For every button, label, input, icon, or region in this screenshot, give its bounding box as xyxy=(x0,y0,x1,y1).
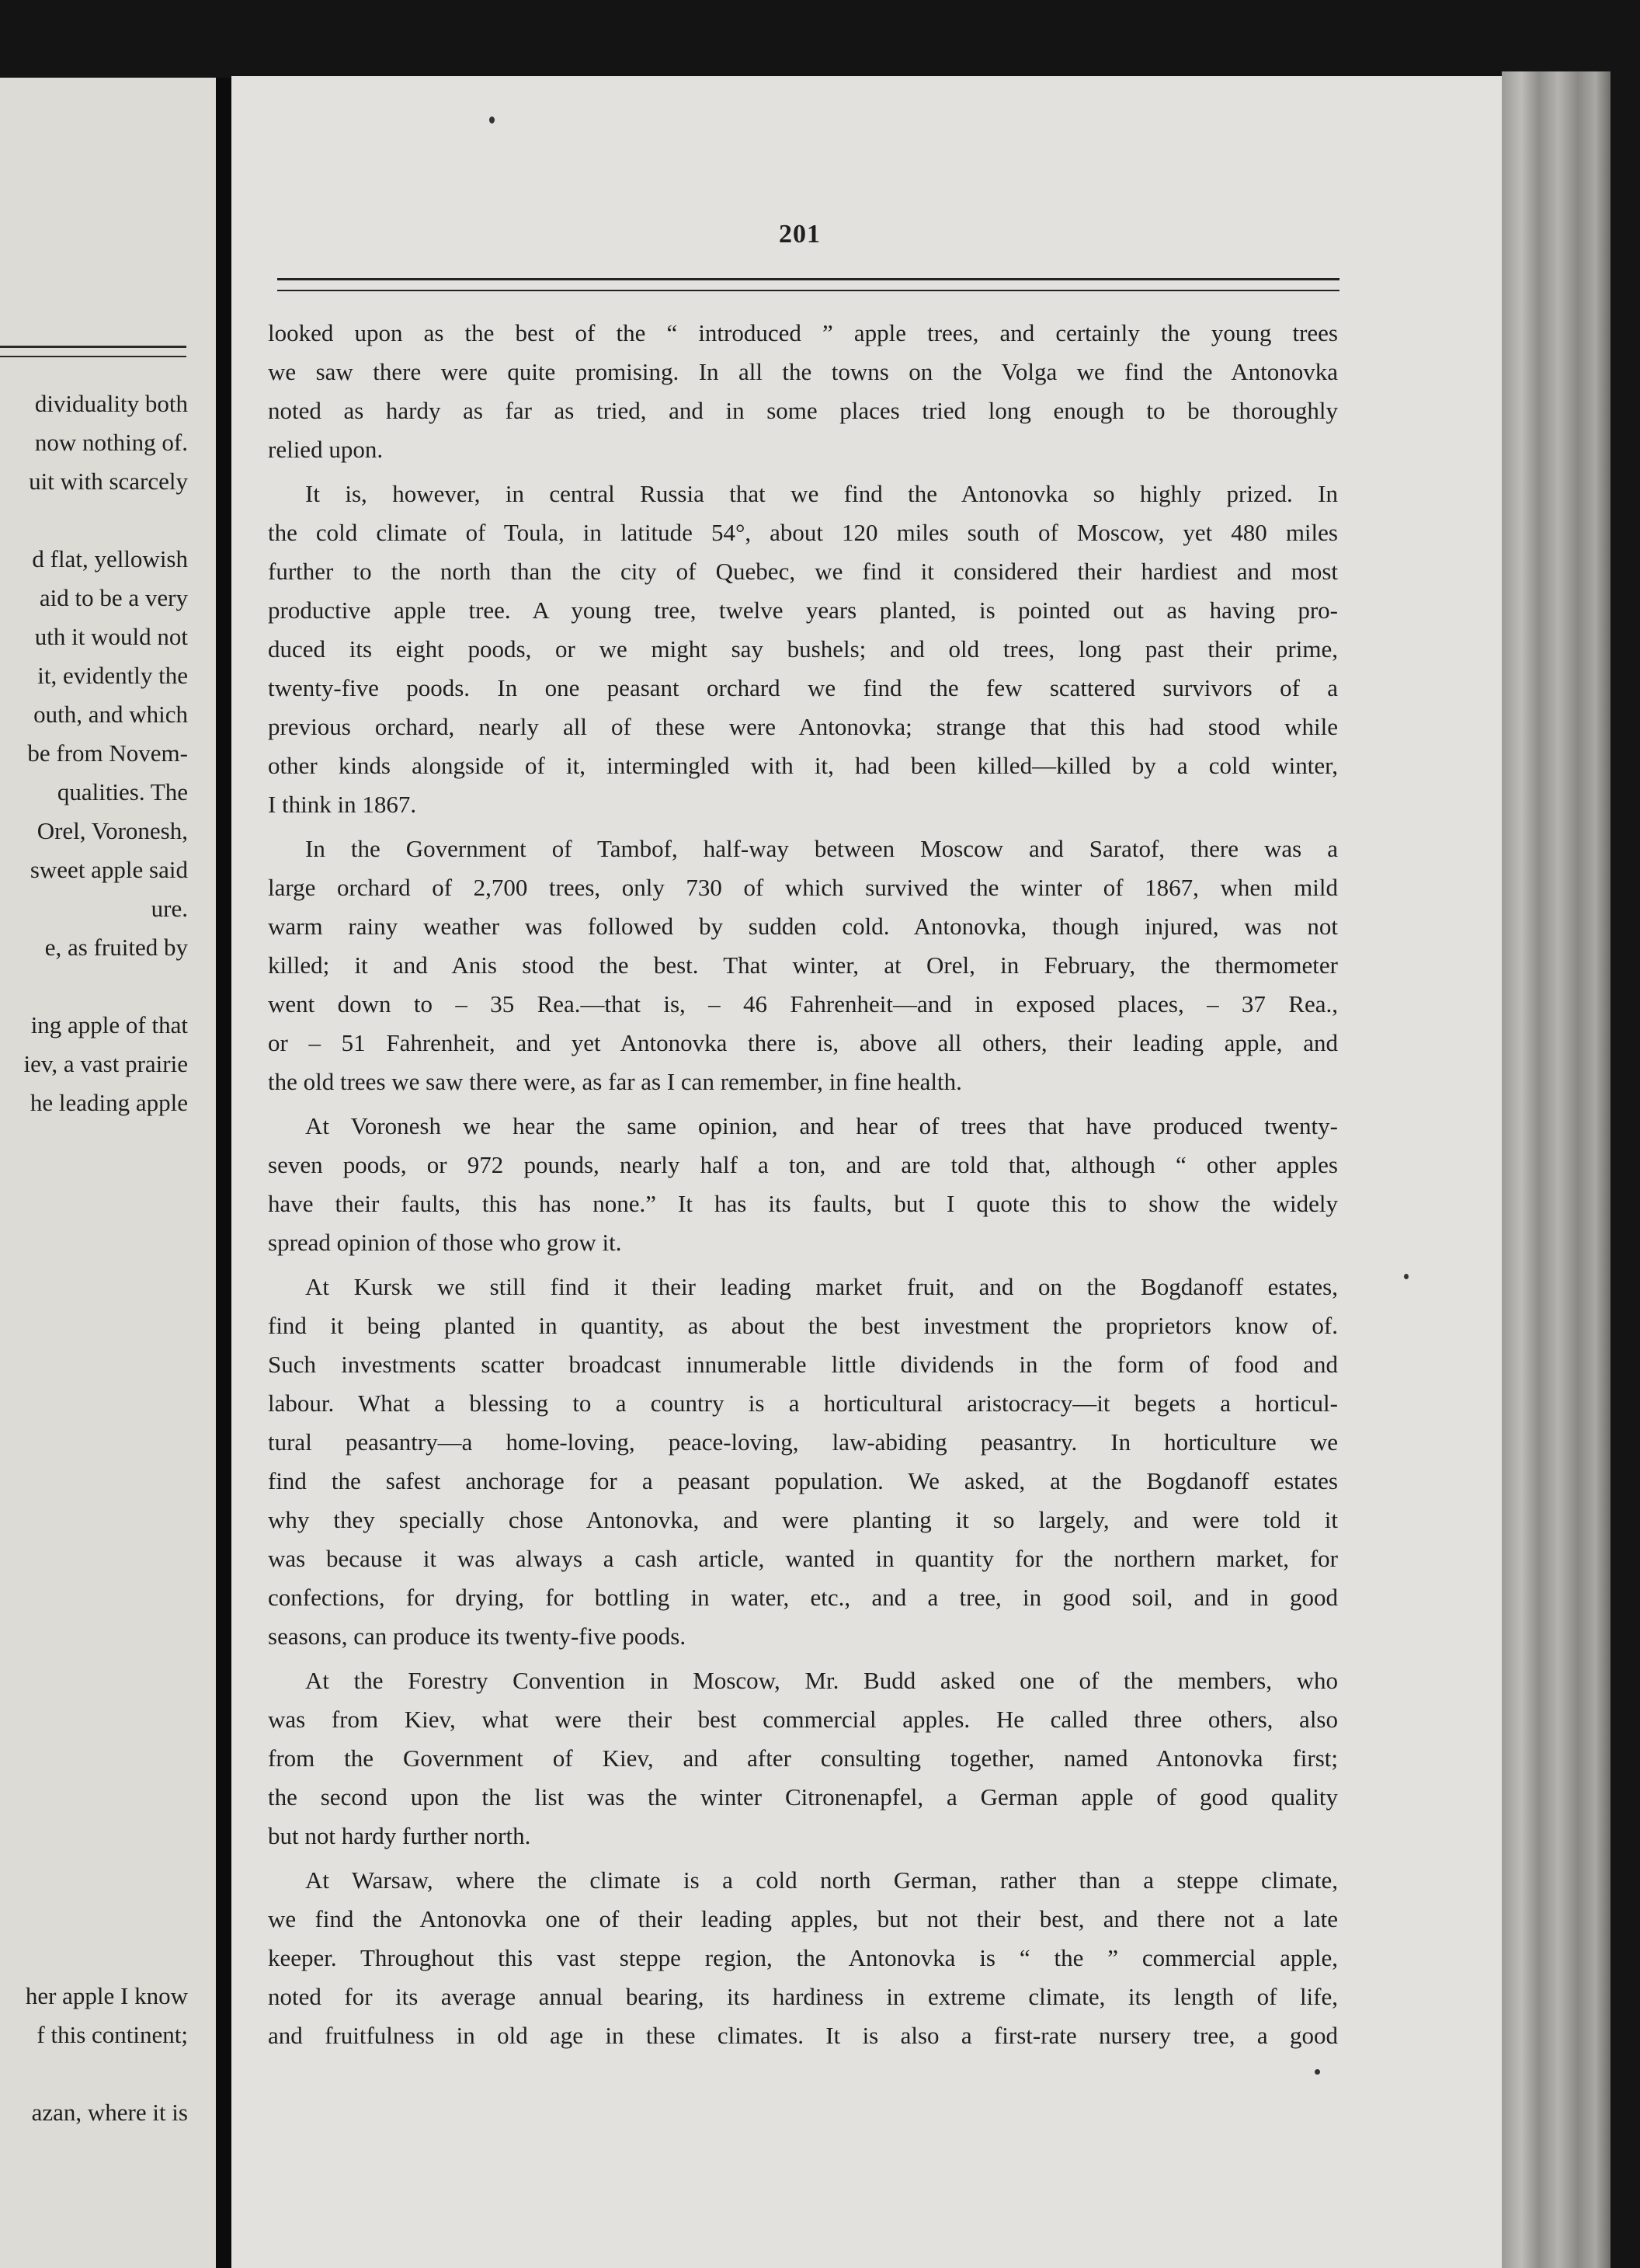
text-line: tural peasantry—a home-loving, peace-loving, law-abiding peasantry. In horticulture we xyxy=(268,1428,1338,1456)
left-page-line: iev, a vast prairie xyxy=(23,1050,188,1077)
paragraph xyxy=(268,1661,1338,1856)
text-line: confections, for drying, for bottling in water, etc., and a tree, in good soil, and in good xyxy=(268,1584,1338,1611)
text-line: we saw there were quite promising. In all the towns on the Volga we find the Antonovka xyxy=(268,358,1338,385)
text-line: labour. What a blessing to a country is a horticultural aristocracy—it begets a horticul- xyxy=(268,1390,1338,1417)
text-line: productive apple tree. A young tree, twelve years planted, is pointed out as having pro- xyxy=(268,597,1338,624)
text-line: why they specially chose Antonovka, and were planting it so largely, and were told it xyxy=(268,1506,1338,1533)
text-line: twenty-five poods. In one peasant orchard we find the few scattered survivors of a xyxy=(268,674,1338,701)
text-line: relied upon. xyxy=(268,436,384,463)
text-line: other kinds alongside of it, intermingled with it, had been killed—killed by a cold winter, xyxy=(268,752,1338,779)
ink-speck xyxy=(489,117,495,123)
ink-speck xyxy=(1404,1274,1409,1279)
ink-speck xyxy=(1315,2069,1320,2075)
left-page-line xyxy=(0,1355,188,1394)
text-line: and fruitfulness in old age in these climates. It is also a first-rate nursery tree, a good xyxy=(268,2022,1338,2049)
left-page-line xyxy=(0,1705,188,1744)
left-page-line xyxy=(0,1860,188,1899)
text-line: from the Government of Kiev, and after consulting together, named Antonovka first; xyxy=(268,1744,1338,1772)
paragraph xyxy=(268,314,1338,469)
text-line: I think in 1867. xyxy=(268,791,417,818)
left-page-fragment xyxy=(0,78,216,2268)
paragraph xyxy=(268,1861,1338,2055)
left-page-line: d flat, yellowish xyxy=(32,545,188,572)
text-line: or – 51 Fahrenheit, and yet Antonovka there is, above all others, their leading apple, and xyxy=(268,1029,1338,1056)
text-line: was because it was always a cash article, wanted in quantity for the northern market, for xyxy=(268,1545,1338,1572)
page-number: 201 xyxy=(779,220,821,249)
left-page-line: now nothing of. xyxy=(34,429,188,456)
left-page-line xyxy=(0,1278,188,1317)
text-line: killed; it and Anis stood the best. That winter, at Orel, in February, the thermometer xyxy=(268,951,1338,979)
left-page-line: be from Novem- xyxy=(27,739,188,767)
left-page-line xyxy=(0,1783,188,1821)
text-line: the old trees we saw there were, as far as I can remember, in fine health. xyxy=(268,1068,962,1095)
text-line: the cold climate of Toula, in latitude 54°, about 120 miles south of Moscow, yet 480 miles xyxy=(268,519,1338,546)
left-page-line xyxy=(0,1744,188,1783)
text-line: we find the Antonovka one of their leading apples, but not their best, and there not a late xyxy=(268,1905,1338,1932)
left-page-line xyxy=(0,1511,188,1550)
header-rule xyxy=(277,278,1339,291)
left-page-line xyxy=(0,967,188,1006)
left-page-line: azan, where it is xyxy=(31,2099,188,2126)
paragraph xyxy=(268,1107,1338,1262)
text-line: In the Government of Tambof, half-way between Moscow and Saratof, there was a xyxy=(305,835,1338,862)
left-page-line xyxy=(0,1938,188,1977)
text-line: went down to – 35 Rea.—that is, – 46 Fahrenheit—and in exposed places, – 37 Rea., xyxy=(268,990,1338,1017)
text-line: have their faults, this has none.” It has its faults, but I quote this to show the widely xyxy=(268,1190,1338,1217)
text-line: looked upon as the best of the “ introduced ” apple trees, and certainly the young trees xyxy=(268,319,1338,346)
left-page-line: sweet apple said xyxy=(30,856,188,883)
paragraph xyxy=(268,1268,1338,1656)
left-page-line: uth it would not xyxy=(34,623,188,650)
left-page-line: he leading apple xyxy=(30,1089,188,1116)
text-line: the second upon the list was the winter Citronenapfel, a German apple of good quality xyxy=(268,1783,1338,1811)
left-page-line: it, evidently the xyxy=(37,662,188,689)
text-line: further to the north than the city of Quebec, we find it considered their hardiest and most xyxy=(268,558,1338,585)
left-page-header-rule xyxy=(0,346,186,357)
text-line: It is, however, in central Russia that we find the Antonovka so highly prized. In xyxy=(305,480,1338,507)
left-page-line: outh, and which xyxy=(33,701,188,728)
text-line: At Kursk we still find it their leading market fruit, and on the Bogdanoff estates, xyxy=(305,1273,1338,1300)
text-line: duced its eight poods, or we might say bushels; and old trees, long past their prime, xyxy=(268,635,1338,663)
left-page-line xyxy=(0,1821,188,1860)
left-page-line xyxy=(0,1433,188,1472)
page-stack-edge xyxy=(1502,71,1610,2268)
book-gutter xyxy=(216,78,231,2268)
text-line: previous orchard, nearly all of these were Antonovka; strange that this had stood while xyxy=(268,713,1338,740)
left-page-line xyxy=(0,1472,188,1511)
text-line: but not hardy further north. xyxy=(268,1822,531,1849)
text-line: find the safest anchorage for a peasant population. We asked, at the Bogdanoff estates xyxy=(268,1467,1338,1494)
left-page-line: her apple I know xyxy=(25,1982,188,2009)
left-page-line xyxy=(0,1239,188,1278)
left-page-line xyxy=(0,1317,188,1355)
left-page-line xyxy=(0,501,188,540)
left-page-line xyxy=(0,1899,188,1938)
left-page-line xyxy=(0,1122,188,1161)
text-line: At Voronesh we hear the same opinion, and hear of trees that have produced twenty- xyxy=(305,1112,1338,1139)
text-line: noted as hardy as far as tried, and in some places tried long enough to be thoroughly xyxy=(268,397,1338,424)
left-page-line xyxy=(0,1627,188,1666)
left-page-line xyxy=(0,2054,188,2093)
text-line: At Warsaw, where the climate is a cold north German, rather than a steppe climate, xyxy=(305,1866,1338,1894)
text-line: large orchard of 2,700 trees, only 730 of which survived the winter of 1867, when mild xyxy=(268,874,1338,901)
text-line: was from Kiev, what were their best commercial apples. He called three others, also xyxy=(268,1706,1338,1733)
left-page-line: dividuality both xyxy=(34,390,188,417)
left-page-line: f this continent; xyxy=(36,2021,188,2048)
left-page-line: uit with scarcely xyxy=(29,468,188,495)
left-page-line xyxy=(0,1394,188,1433)
text-line: Such investments scatter broadcast innumerable little dividends in the form of food and xyxy=(268,1351,1338,1378)
text-line: find it being planted in quantity, as about the best investment the proprietors know of. xyxy=(268,1312,1338,1339)
left-page-line: ure. xyxy=(151,895,188,922)
body-text xyxy=(268,314,1338,2061)
left-page-line: Orel, Voronesh, xyxy=(36,817,188,844)
left-page-line xyxy=(0,1200,188,1239)
paragraph xyxy=(268,830,1338,1101)
left-page-line xyxy=(0,1666,188,1705)
paragraph xyxy=(268,475,1338,824)
text-line: spread opinion of those who grow it. xyxy=(268,1229,622,1256)
text-line: warm rainy weather was followed by sudden cold. Antonovka, though injured, was not xyxy=(268,913,1338,940)
left-page-text xyxy=(0,384,188,2132)
left-page-line xyxy=(0,1550,188,1588)
left-page-line: qualities. The xyxy=(57,778,188,805)
text-line: At the Forestry Convention in Moscow, Mr. Budd asked one of the members, who xyxy=(305,1667,1338,1694)
left-page-line: e, as fruited by xyxy=(44,934,188,961)
left-page-line: aid to be a very xyxy=(39,584,188,611)
left-page-line: ing apple of that xyxy=(30,1011,188,1038)
text-line: noted for its average annual bearing, its hardiness in extreme climate, its length of life, xyxy=(268,1983,1338,2010)
text-line: seven poods, or 972 pounds, nearly half a ton, and are told that, although “ other apples xyxy=(268,1151,1338,1178)
left-page-line xyxy=(0,1161,188,1200)
text-line: seasons, can produce its twenty-five poods. xyxy=(268,1623,686,1650)
text-line: keeper. Throughout this vast steppe region, the Antonovka is “ the ” commercial apple, xyxy=(268,1944,1338,1971)
left-page-line xyxy=(0,1588,188,1627)
